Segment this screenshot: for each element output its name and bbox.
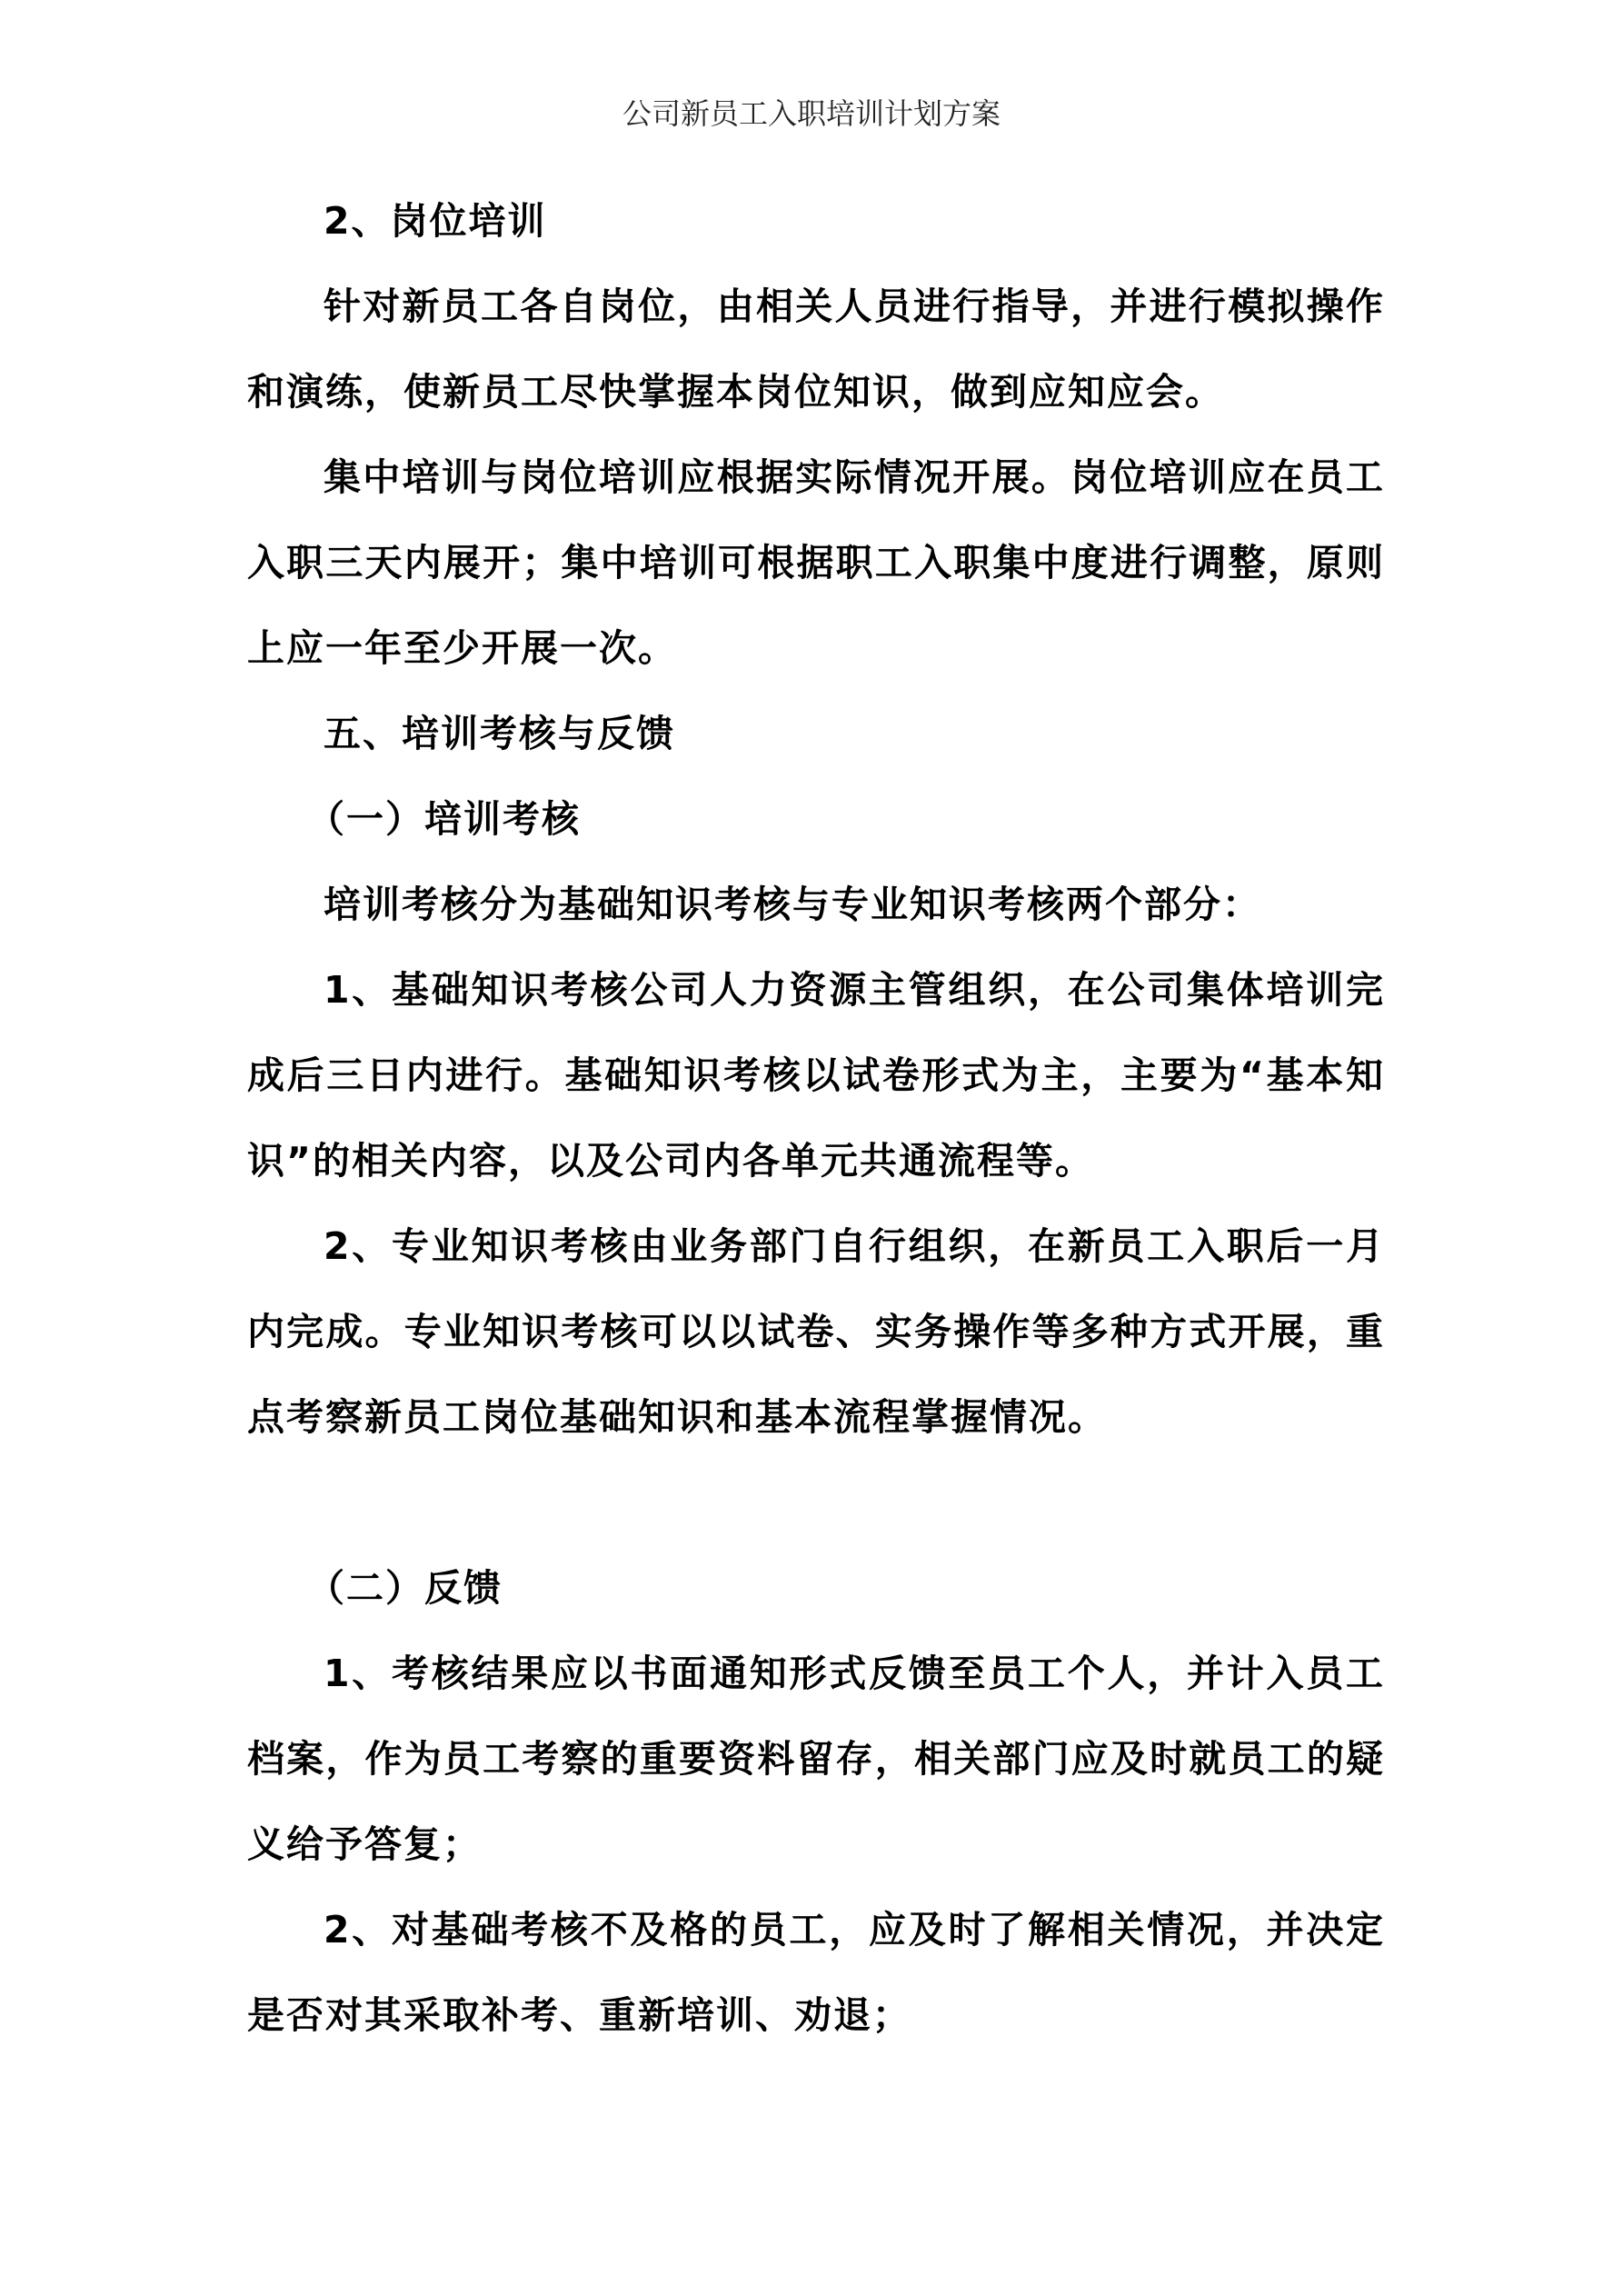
paragraph-basic-knowledge-assessment: 1、基础知识考核公司人力资源主管组织，在公司集体培训完成后三日内进行。基础知识考核以试卷形式为主，主要为“基本知识”的相关内容，以及公司内各单元共通流程等。 bbox=[247, 968, 1385, 1183]
paragraph-failed-employees: 2、对基础考核不及格的员工，应及时了解相关情况，并决定是否对其采取补考、重新培训、劝退； bbox=[247, 1908, 1385, 2037]
paragraph-job-training-content: 针对新员工各自岗位，由相关人员进行指导，并进行模拟操作和演练，使新员工尽快掌握本岗位知识，做到应知应会。 bbox=[247, 285, 1385, 414]
paragraph-professional-knowledge-assessment: 2、专业知识考核由业务部门自行组织，在新员工入职后一月内完成。专业知识考核可以以试卷、实务操作等多种方式开展，重点考察新员工岗位基础知识和基本流程掌握情况。 bbox=[247, 1224, 1385, 1439]
blank-line bbox=[247, 1460, 1385, 1545]
section-heading-job-training: 2、岗位培训 bbox=[324, 199, 547, 243]
document-body bbox=[247, 178, 1385, 2058]
running-header: 公司新员工入职培训计划方案 bbox=[622, 96, 1001, 131]
section-heading-assessment-feedback: 五、培训考核与反馈 bbox=[324, 712, 675, 755]
subsection-heading-assessment: （一）培训考核 bbox=[307, 797, 581, 841]
subsection-heading-feedback: （二）反馈 bbox=[307, 1566, 503, 1610]
paragraph-feedback-result: 1、考核结果应以书面通知形式反馈至员工个人，并计入员工档案，作为员工考察的重要资料留存，相关部门应及时就员工的疑义给予答复； bbox=[247, 1652, 1385, 1866]
paragraph-training-schedule: 集中培训与岗位培训应根据实际情况开展。岗位培训应在员工入职三天内展开；集中培训可根据职工入职集中度进行调整，原则上应一年至少开展一次。 bbox=[247, 455, 1385, 670]
paragraph-assessment-parts: 培训考核分为基础知识考核与专业知识考核两个部分： bbox=[324, 883, 1261, 926]
